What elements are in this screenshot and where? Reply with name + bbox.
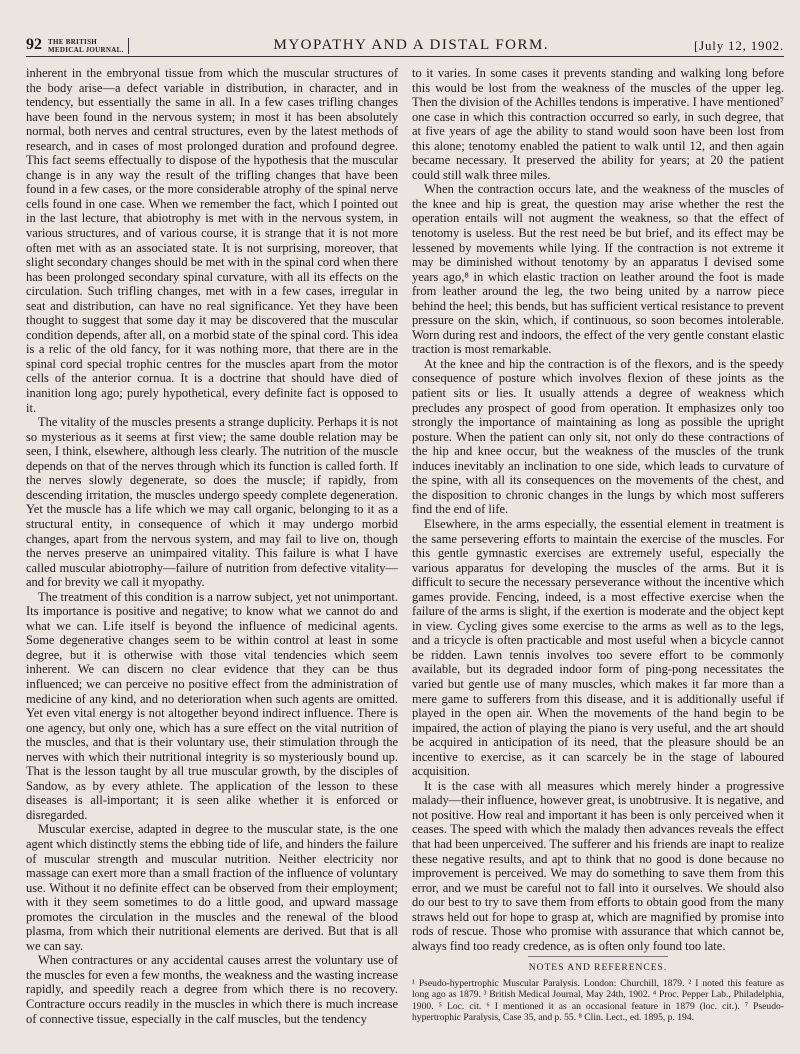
paragraph: inherent in the embryonal tissue from which the muscular structures of the body arise—a defect variable in distribution, in character, and in tendency, but essentially the same in all. In a few cases trifling changes have been found in the nervous system; in most it has been absolutely normal, both nerves and central structures, even by the latest methods of research, and in cases of most prolonged duration and profound degree. This fact seems effectually to dispose of the hypothesis that the muscular change is in any way the result of the trifling changes that have been found in a few cases, or the more considerable atrophy of the spinal nerve cells found in one case. When we remember the fact, which I pointed out in the last lecture, that abiotrophy is met with in the nervous system, in various structures, and of various course, it is strange that it is not more often met with as an associated state. It is not surprising, moreover, that slight secondary changes should be met with in the spinal cord when there has been prolonged secondary spinal curvature, with all its effects on the circulation. Such trifling changes, met with in a few cases, irregular in seat and distribution, can have no real significance. Yet they have been thought to suggest that some day it may be discovered that the muscular condition depends, after all, on a morbid state of the spinal cord. This idea is a relic of the old fancy, for it was nothing more, that there are in the spinal cord special trophic centres for the muscles apart from the motor cells of the anterior cornua. It is a doctrine that should have died of inanition long ago; purely hypothetical, every definite fact is opposed to it.: [26, 66, 398, 415]
paragraph: It is the case with all measures which merely hinder a progressive malady—their influence, however great, is unobtrusive. It is negative, and not positive. How real and important it has been is only perceived when it ceases. The speed with which the malady then advances reveals the effect that had been unperceived. The sufferer and his friends are inapt to realize these negative results, and apt to think that no good is done because no improvement is perceived. We may do something to save them from this error, and we must be careful not to fall into it ourselves. We should also do our best to try to save them from efforts to obtain good from the many straws held out for hope to grasp at, which are magnified by promise into rods of rescue. Those who promise with assurance that which cannot be, always find too ready credence, as is often only found too late.: [412, 778, 784, 953]
paragraph: Muscular exercise, adapted in degree to the muscular state, is the one agent which distinctly stems the ebbing tide of life, and hinders the failure of muscular strength and muscular nutrition. Neither electricity nor massage can exert more than a small fraction of the influence of voluntary use. Without it no definite effect can be observed from their employment; with it they seem sometimes to do a little good, and upward massage promotes the circulation in the muscles and the renewal of the blood plasma, from which their nutritional elements are derived. But that is all we can say.: [26, 822, 398, 953]
page-number-group: [26, 36, 129, 54]
running-title: MYOPATHY AND A DISTAL FORM.: [273, 37, 550, 53]
page-number: 92: [26, 36, 42, 53]
publication-name: [48, 38, 129, 54]
paragraph: At the knee and hip the contraction is of the flexors, and is the speedy consequence of posture which involves flexion of these joints as the patient sits or lies. It usually attends a degree of weakness which precludes any prospect of good from operation. It emphasizes only too strongly the importance of maintaining as long as possible the upright posture. When the patient can only sit, not only do these contractions of the hip and knee occur, but the weakness of the muscles of the trunk induces inevitably an inclination to one side, which leads to curvature of the spine, with all its consequences on the movements of the chest, and the disposition to chronic changes in the lungs by which most sufferers find the end of life.: [412, 356, 784, 517]
paragraph: The treatment of this condition is a narrow subject, yet not unimportant. Its importance is positive and negative; to know what we cannot do and what we can. Life itself is beyond the influence of medicinal agents. Some degenerative changes seem to be within control at least in some degree, but it is otherwise with those vital tendencies which seem inherent. We can discern no clear evidence that they can be thus influenced; we can perceive no positive effect from the administration of medicine of any kind, and no deterioration when such agents are omitted. Yet even vital energy is not altogether beyond indirect influence. There is one agency, but only one, which has a sure effect on the vital nutrition of the muscles, and that is their voluntary use, their stimulation through the nerves with which their nutritional integrity is so mysteriously bound up. That is the lesson taught by all true muscular growth, by the disciples of Sandow, as by every athlete. The application of the lesson to these diseases is all-important; it is seen alike whether it is enforced or disregarded.: [26, 589, 398, 822]
publication-line-1: THE BRITISH: [48, 38, 98, 46]
notes-text: ¹ Pseudo-hypertrophic Muscular Paralysis. London: Churchill, 1879. ² I noted this feature as long ago as 1879. ³ British Medical Journal, May 24th, 1902. ⁴ Proc. Pepper Lab., Philadelphia, 1900. ⁵ Loc. cit. ⁶ I mentioned it as an occasional feature in 1879 (loc. cit.). ⁷ Pseudo-hypertrophic Paralysis, Case 35, and p. 55. ⁸ Clin. Lect., ed. 1895, p. 194.: [412, 977, 784, 1023]
paragraph: The vitality of the muscles presents a strange duplicity. Perhaps it is not so mysterious as it seems at first view; the same double relation may be seen, I think, elsewhere, although less clearly. The nutrition of the muscle depends on that of the nerves through which its function is called forth. If the nerves slowly degenerate, so does the muscle; if rapidly, from descending irritation, the muscles undergo speedy complete degeneration. Yet the muscle has a life which we may call organic, belonging to it as a structural entity, in consequence of which it may undergo morbid changes, apart from the nervous system, and may fail to live on, though the nerves preserve an unimpaired vitality. This failure is what I have called muscular abiotrophy—failure of nutrition from defective vitality—and for brevity we call it myopathy.: [26, 415, 398, 590]
right-column: [412, 66, 784, 1026]
issue-date: [July 12, 1902.: [694, 38, 784, 53]
paragraph: to it varies. In some cases it prevents standing and walking long before this would be lost from the weakness of the muscles of the upper leg. Then the division of the Achilles tendons is imperative. I have mentioned⁷ one case in which this contraction occurred so early, in such degree, that at five years of age the ability to stand would soon have been lost from this alone; tenotomy enabled the patient to walk until 12, and then again became necessary. It preserved the ability for years; at 20 the patient could still walk three miles.: [412, 66, 784, 182]
paragraph: When contractures or any accidental causes arrest the voluntary use of the muscles for even a few months, the weakness and the wasting increase rapidly, and speedily reach a degree from which there is no recovery. Contracture occurs readily in the muscles in which there is much increase of connective tissue, especially in the calf muscles, but the tendency: [26, 953, 398, 1026]
paragraph: Elsewhere, in the arms especially, the essential element in treatment is the same persevering efforts to maintain the exercise of the muscles. For this gentle gymnastic exercises are extremely useful, especially the various apparatus for developing the muscles of the arms. But it is difficult to secure the necessary perseverance without the incentive which games provide. Fencing, indeed, is a most effective exercise when the failure of the arms is slight, if the exertion is moderate and the object kept in view. Cycling gives some exercise to the arms as well as to the legs, and a tricycle is often practicable and most useful when a bicycle cannot be ridden. Lawn tennis involves too severe effort to be commonly available, but its degraded indoor form of ping-pong necessitates the varied but gentle use of many muscles, which makes it far more than a mere game to sufferers from this disease, and it is additionally useful if played in the open air. When the movements of the hand begin to be impaired, the action of playing the piano is very useful, and the art should be acquired in anticipation of its need, that the pleasure should be an incentive to exercise, as it can scarcely be in the stage of laboured acquisition.: [412, 516, 784, 779]
notes-title: NOTES AND REFERENCES.: [528, 963, 668, 974]
article-body: [26, 66, 784, 1026]
left-column: [26, 66, 398, 1026]
notes-divider: [528, 956, 668, 957]
paragraph: When the contraction occurs late, and the weakness of the muscles of the knee and hip is great, the question may arise whether the rest the operation entails will not augment the weakness, so that the effect of tenotomy is useless. But the rest need be but brief, and its effect may be lessened by movements while lying. If the contraction is not extreme it may be diminished without tenotomy by an apparatus I devised some years ago,⁸ in which elastic traction on leather around the foot is made from leather around the leg, the two being united by a narrow piece behind the heel; this bends, but has sufficient vertical resistance to prevent pressure on the skin, which, if continuous, so soon becomes intolerable. Worn during rest and indoors, the effect of the very gentle constant elastic traction is most remarkable.: [412, 182, 784, 357]
publication-line-2: MEDICAL JOURNAL.: [48, 46, 124, 54]
page-header: [26, 30, 784, 57]
